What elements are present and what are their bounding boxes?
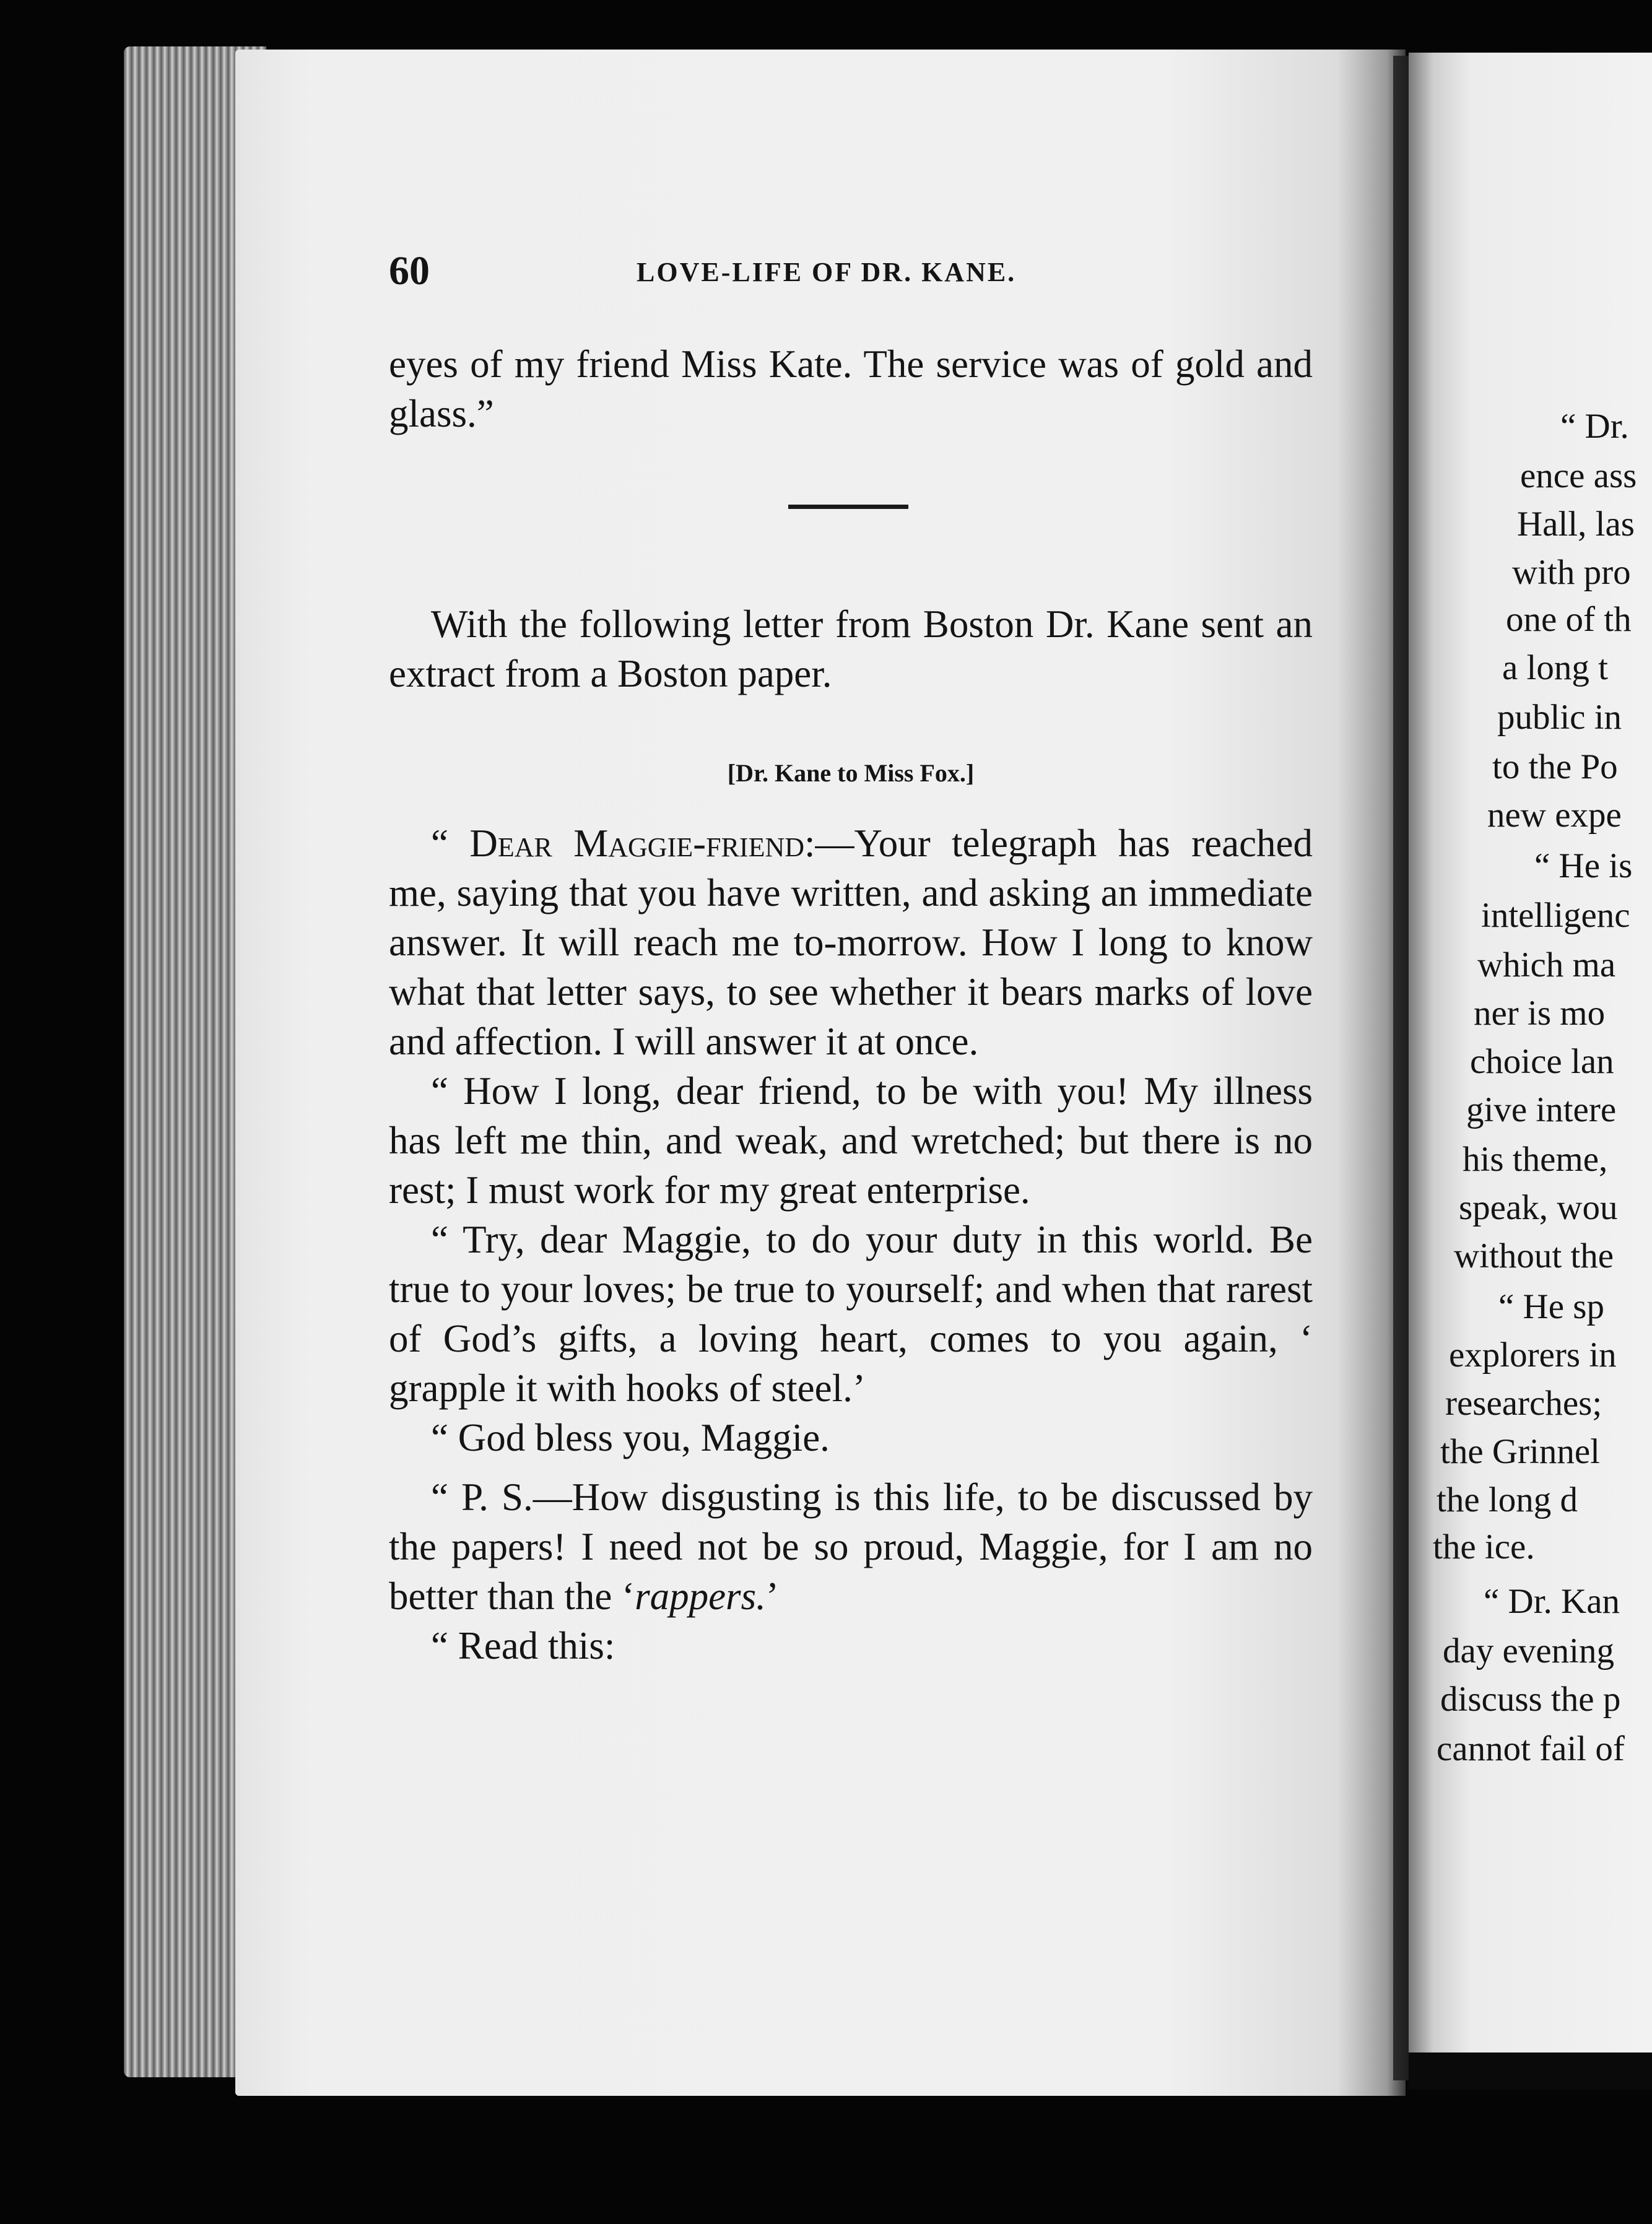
- letter-postscript: [389, 1472, 1313, 1621]
- right-page-line: speak, wou: [1459, 1188, 1618, 1227]
- intro-paragraph: With the following letter from Boston Dr. Kane sent an extract from a Boston paper.: [389, 602, 1313, 695]
- right-page-line: “ He sp: [1498, 1287, 1604, 1326]
- right-page-line: public in: [1497, 698, 1622, 737]
- right-page-line: his theme,: [1463, 1140, 1608, 1179]
- postscript-close-quote: ’: [765, 1575, 779, 1618]
- right-page-line: give intere: [1466, 1090, 1617, 1129]
- right-page-line: ner is mo: [1474, 994, 1606, 1033]
- letter-body: [389, 819, 1313, 1670]
- letter-paragraph-2: “ How I long, dear friend, to be with you! My illness has left me thin, and weak, and wretched; but there is no rest; I must work for my great enterprise.: [389, 1069, 1313, 1212]
- right-page-line: “ He is: [1534, 846, 1633, 885]
- right-page-line: a long t: [1502, 648, 1608, 687]
- letter-salutation: Dear Maggie-friend: [469, 822, 804, 865]
- section-rule: [788, 505, 908, 509]
- right-page-line: without the: [1454, 1236, 1614, 1275]
- right-page-line: with pro: [1512, 553, 1631, 592]
- right-page-line: one of th: [1506, 600, 1632, 639]
- right-page-line: researches;: [1445, 1384, 1602, 1423]
- postscript-italic: rappers.: [635, 1575, 766, 1618]
- right-page-line: discuss the p: [1440, 1680, 1621, 1719]
- right-page-line: day evening: [1443, 1631, 1614, 1670]
- right-page-line: which ma: [1477, 945, 1616, 984]
- letter-paragraph-4: “ God bless you, Maggie.: [431, 1416, 830, 1459]
- postscript-text: “ P. S.—How disgusting is this life, to be discussed by the papers! I need not be so proud, Maggie, for I am no better than the ‘: [389, 1475, 1313, 1618]
- right-page-line: the long d: [1437, 1480, 1578, 1519]
- right-page-line: the Grinnel: [1440, 1432, 1601, 1471]
- right-page-line: explorers in: [1449, 1336, 1617, 1375]
- letter-paragraph-3: “ Try, dear Maggie, to do your duty in this world. Be true to your loves; be true to yourself; and when that rarest of God’s gifts, a loving heart, comes to you again, ‘ grapple it with hooks of steel.’: [389, 1218, 1313, 1410]
- right-page-shadow: [1409, 2052, 1652, 2090]
- opening-paragraph: eyes of my friend Miss Kate. The service was of gold and glass.”: [389, 342, 1313, 435]
- right-page-line: cannot fail of: [1437, 1729, 1625, 1768]
- right-page-line: to the Po: [1492, 747, 1618, 786]
- letter-paragraph-1-text: :—Your telegraph has reached me, saying that you have written, and asking an immediate answer. It will reach me to-morrow. How I long to know what that letter says, to see whether it bears marks of love and affection. I will answer it at once.: [389, 822, 1313, 1063]
- letter-caption: [Dr. Kane to Miss Fox.]: [727, 759, 975, 787]
- intro-paragraph-block: [389, 599, 1313, 698]
- right-page-line: intelligenc: [1481, 896, 1630, 935]
- running-head: LOVE-LIFE OF DR. KANE.: [637, 257, 1017, 287]
- letter-paragraph-1: “ Dear Maggie-friend:—Your telegraph has reached me, saying that you have written, and asking an immediate answer. It will reach me to-morrow. How I long to know what that letter says, to see whether it bears marks of love and affection. I will answer it at once.: [389, 822, 1313, 1063]
- right-page-line: “ Dr.: [1560, 407, 1629, 446]
- right-page-line: new expe: [1487, 796, 1622, 835]
- page-number: 60: [389, 248, 430, 293]
- right-page-line: Hall, las: [1517, 505, 1635, 544]
- right-page-line: ence ass: [1520, 456, 1637, 495]
- letter-closing: “ Read this:: [431, 1624, 615, 1667]
- page-header: [389, 248, 1313, 297]
- opening-paragraph-block: [389, 339, 1313, 438]
- right-page-line: “ Dr. Kan: [1484, 1582, 1620, 1621]
- right-page-line: the ice.: [1433, 1527, 1535, 1566]
- right-page-line: choice lan: [1470, 1042, 1614, 1081]
